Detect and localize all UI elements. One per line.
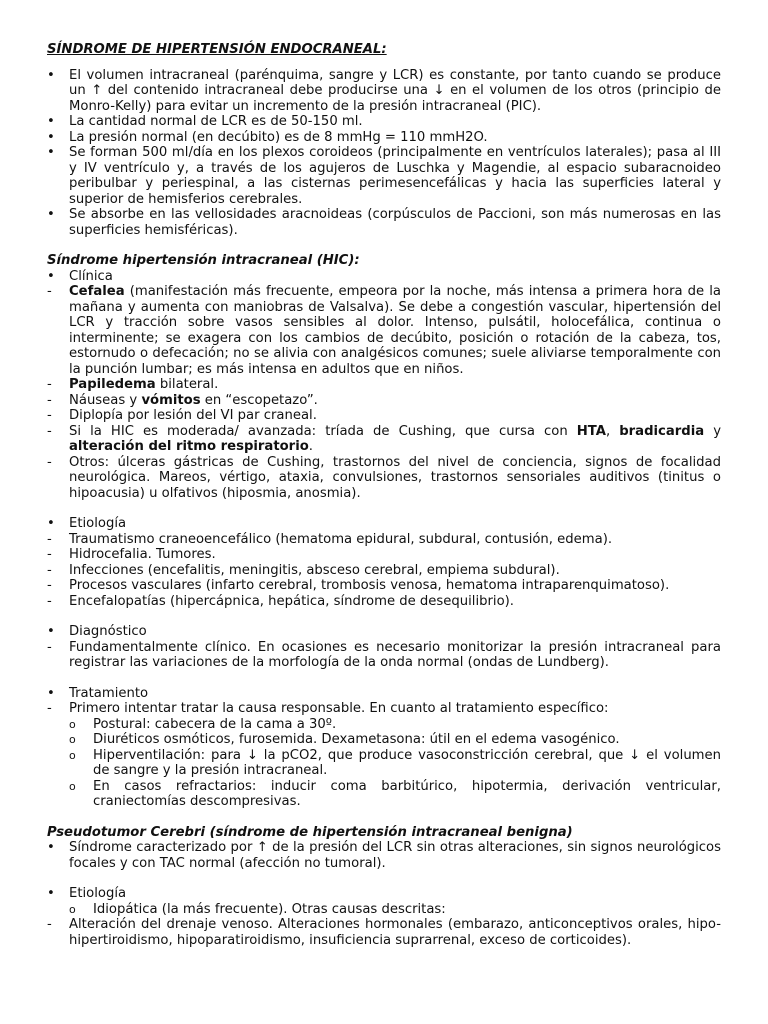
clinica-label: • Clínica [47,268,113,284]
circle-marker: o [69,902,76,916]
sub-list-item: o Idiopática (la más frecuente). Otras causas descritas: [69,901,446,917]
list-item: - Procesos vasculares (infarto cerebral, trombosis venosa, hematoma intraparenquimatoso). [47,578,670,593]
bullet-marker: • [47,207,55,222]
sub-list-item: o Diuréticos osmóticos, furosemida. Dexametasona: útil en el edema vasogénico. [69,732,620,747]
pseudo-etiologia-label: • Etiología [47,886,127,901]
list-item: - Hidrocefalia. Tumores. [47,547,216,562]
list-item: - Infecciones (encefalitis, meningitis, absceso cerebral, empiema subdural). [47,562,560,578]
circle-marker: o [69,748,76,762]
list-item: • La presión normal (en decúbito) es de 8 mmHg = 110 mmH2O. [47,129,488,145]
hta-term: HTA [576,423,606,439]
bradicardia-term: bradicardia [619,423,705,439]
bullet-marker: • [47,685,55,701]
sub-list-item: o Hiperventilación: para ↓ la pCO2, que produce vasoconstricción cerebral, que ↓ el volumen de sangre y la presión intracraneal. [69,747,721,778]
list-item: - Náuseas y vómitos en “escopetazo”. [47,392,318,408]
list-item: - Fundamentalmente clínico. En ocasiones es necesario monitorizar la presión intracraneal para registrar las variaciones de la morfología de la onda normal (ondas de Lundberg). [47,639,721,670]
tratamiento-label: • Tratamiento [47,685,149,701]
intro-list [47,68,721,239]
list-item: • Síndrome caracterizado por ↑ de la presión del LCR sin otras alteraciones, sin signos neurológicos focales y con TAC normal (afección no tumoral). [47,840,721,871]
list-item: - Cefalea (manifestación más frecuente, empeora por la noche, más intensa a primera hora de la mañana y aumenta con maniobras de Valsalva). Se debe a congestión vascular, hipertensión del LCR y tracción sobre vasos sensibles al dolor. Intenso, pulsátil, holocefálica, continua o interminente; se exagera con los cambios de decúbito, posición o rotación de la cabeza, tos, estornudo o defecación; no se alivia con analgésicos comunes; suele aliviarse temporalmente con la punción lumbar; es más intensa en adultos que en niños. [47,284,721,377]
dash-marker: - [47,454,52,470]
list-item: - Alteración del drenaje venoso. Alteraciones hormonales (embarazo, anticonceptivos orales, hipo-hipertiroidismo, hipoparatiroidismo, insuficiencia suprarrenal, exceso de corticoides). [47,917,721,948]
list-item: - Papiledema bilateral. [47,377,219,392]
dash-marker: - [47,593,52,609]
circle-marker: o [69,733,76,746]
dash-marker: - [47,639,52,655]
dash-marker: - [47,408,52,423]
dash-marker: - [47,284,52,299]
dash-marker: - [47,578,52,593]
bullet-marker: • [47,67,55,83]
bullet-marker: • [47,129,55,145]
dash-marker: - [47,423,52,439]
bullet-marker: • [47,114,55,129]
bullet-marker: • [47,516,55,531]
vomitos-term: vómitos [141,392,201,408]
bullet-marker: • [47,624,55,639]
dash-marker: - [47,377,52,392]
dash-marker: - [47,547,52,562]
sub-list-item: o Postural: cabecera de la cama a 30º. [69,716,337,732]
pseudotumor-section-title: Pseudotumor Cerebri (síndrome de hipertensión intracraneal benigna) [47,824,573,840]
list-item: - Diplopía por lesión del VI par craneal. [47,408,317,423]
dash-marker: - [47,531,52,547]
papiledema-term: Papiledema [69,377,156,392]
list-item: - Traumatismo craneoencefálico (hematoma epidural, subdural, contusión, edema). [47,531,613,547]
dash-marker: - [47,701,52,716]
list-item: • La cantidad normal de LCR es de 50-150 ml. [47,114,363,129]
dash-marker: - [47,562,52,578]
list-item: - Si la HIC es moderada/ avanzada: tríada de Cushing, que cursa con HTA, bradicardia y alteración del ritmo respiratorio. [47,423,721,454]
bullet-marker: • [47,886,55,901]
ritmo-term: alteración del ritmo respiratorio [69,439,309,454]
list-item: - Encefalopatías (hipercápnica, hepática, síndrome de desequilibrio). [47,593,514,609]
list-item: • El volumen intracraneal (parénquima, sangre y LCR) es constante, por tanto cuando se produce un ↑ del contenido intracraneal debe producirse una ↓ en el volumen de los otros (principio de Monro-Kelly) para evitar un incremento de la presión intracraneal (PIC). [47,67,721,114]
dash-marker: - [47,392,52,408]
diagnostico-label: • Diagnóstico [47,624,147,639]
bullet-marker: • [47,145,55,160]
list-item: - Otros: úlceras gástricas de Cushing, trastornos del nivel de conciencia, signos de focalidad neurológica. Mareos, vértigo, ataxia, convulsiones, trastornos sensoriales auditivos (tinitus o hipoacusia) u olfativos (hiposmia, anosmia). [47,454,721,501]
circle-marker: o [69,717,76,731]
document-title: SÍNDROME DE HIPERTENSIÓN ENDOCRANEAL: [47,42,387,57]
cefalea-term: Cefalea [69,284,125,299]
list-item: • Se absorbe en las vellosidades aracnoideas (corpúsculos de Paccioni, son más numerosas en las superficies hemisféricas). [47,207,721,238]
bullet-marker: • [47,268,55,284]
list-item: • Se forman 500 ml/día en los plexos coroideos (principalmente en ventrículos laterales); pasa al III y IV ventrículo y, a través de los agujeros de Luschka y Magendie, al espacio subaracnoideo peribulbar y periespinal, a las cisternas perimesencefálicas y hacia las superficies lateral y superior de hemisferios cerebrales. [47,145,721,207]
hic-section-title: Síndrome hipertensión intracraneal (HIC): [47,253,360,268]
etiologia-label: • Etiología [47,516,127,531]
bullet-marker: • [47,840,55,855]
sub-list-item: o En casos refractarios: inducir coma barbitúrico, hipotermia, derivación ventricular, craniectomías descompresivas. [69,778,721,809]
dash-marker: - [47,917,52,932]
list-item: - Primero intentar tratar la causa responsable. En cuanto al tratamiento específico: [47,701,609,716]
circle-marker: o [69,779,76,793]
document-page [47,42,721,948]
